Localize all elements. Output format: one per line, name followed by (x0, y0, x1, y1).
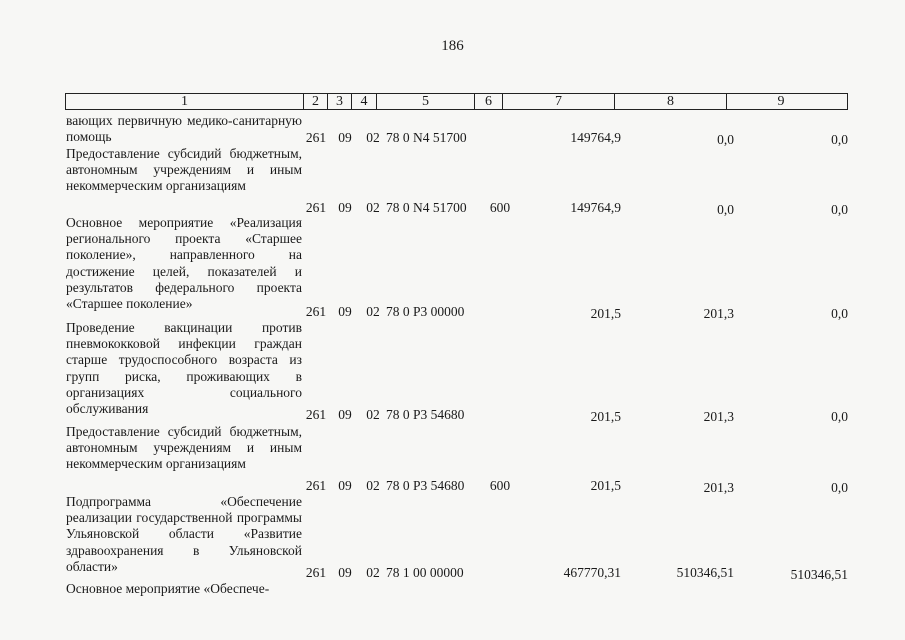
row-value-8: 0,0 (717, 132, 734, 147)
row-code-subsection: 02 (366, 565, 380, 580)
row-value-7: 201,5 (590, 478, 621, 493)
row-code-admin: 261 (305, 407, 327, 422)
row-code-subsection: 02 (366, 130, 380, 145)
row-code-vr: 600 (489, 200, 511, 215)
header-col-5: 5 (377, 94, 475, 109)
row-value-7: 467770,31 (563, 565, 621, 580)
row-code-csr: 78 0 N4 51700 (386, 130, 467, 145)
row-value-8: 201,3 (703, 480, 734, 495)
page-number: 186 (441, 38, 464, 54)
row-code-admin: 261 (305, 478, 327, 493)
header-col-8: 8 (615, 94, 727, 109)
header-col-1: 1 (66, 94, 304, 109)
row-value-9: 0,0 (831, 409, 848, 424)
row-code-section: 09 (338, 130, 352, 145)
header-col-3: 3 (328, 94, 352, 109)
row-value-7: 201,5 (590, 306, 621, 321)
row-code-vr: 600 (489, 478, 511, 493)
row-value-8: 0,0 (717, 202, 734, 217)
row-value-9: 0,0 (831, 480, 848, 495)
row-code-csr: 78 1 00 00000 (386, 565, 464, 580)
row-value-9: 510346,51 (790, 567, 848, 582)
header-col-2: 2 (304, 94, 328, 109)
row-code-section: 09 (338, 565, 352, 580)
row-value-9: 0,0 (831, 132, 848, 147)
header-col-4: 4 (352, 94, 377, 109)
row-code-csr: 78 0 P3 54680 (386, 407, 465, 422)
row-code-section: 09 (338, 200, 352, 215)
table-header (65, 93, 848, 110)
row-description: Основное мероприятие «Реализация регионального проекта «Старшее поколение», направленного на достижение целей, показателей и результатов федерального проекта «Старшее поколение» (66, 215, 302, 312)
row-description: Предоставление субсидий бюджетным, автономным учреждениям и иным некоммерческим организациям (66, 424, 302, 472)
row-value-9: 0,0 (831, 202, 848, 217)
row-code-subsection: 02 (366, 478, 380, 493)
row-description: Подпрограмма «Обеспечение реализации государственной программы Ульяновской области «Развитие здравоохранения в Ульяновской области» (66, 494, 302, 574)
row-description: Основное мероприятие «Обеспече- (66, 581, 270, 596)
row-code-section: 09 (338, 304, 352, 319)
row-value-7: 201,5 (590, 409, 621, 424)
row-value-7: 149764,9 (570, 130, 621, 145)
row-code-admin: 261 (305, 565, 327, 580)
row-code-subsection: 02 (366, 304, 380, 319)
header-col-6: 6 (475, 94, 503, 109)
header-col-7: 7 (503, 94, 615, 109)
row-code-section: 09 (338, 407, 352, 422)
row-code-section: 09 (338, 478, 352, 493)
row-code-csr: 78 0 P3 00000 (386, 304, 465, 319)
row-value-9: 0,0 (831, 306, 848, 321)
row-value-8: 510346,51 (676, 565, 734, 580)
row-code-csr: 78 0 P3 54680 (386, 478, 465, 493)
row-description: Предоставление субсидий бюджетным, автономным учреждениям и иным некоммерческим организациям (66, 146, 302, 194)
row-description: Проведение вакцинации против пневмококковой инфекции граждан старше трудоспособного возраста из групп риска, проживающих в организациях социального обслуживания (66, 320, 302, 417)
header-col-9: 9 (777, 94, 785, 109)
row-code-csr: 78 0 N4 51700 (386, 200, 467, 215)
row-value-8: 201,3 (703, 306, 734, 321)
row-code-subsection: 02 (366, 200, 380, 215)
row-code-admin: 261 (305, 304, 327, 319)
row-description: вающих первичную медико-санитарную помощь (66, 113, 302, 145)
row-value-8: 201,3 (703, 409, 734, 424)
row-code-admin: 261 (305, 130, 327, 145)
row-code-subsection: 02 (366, 407, 380, 422)
row-value-7: 149764,9 (570, 200, 621, 215)
row-code-admin: 261 (305, 200, 327, 215)
